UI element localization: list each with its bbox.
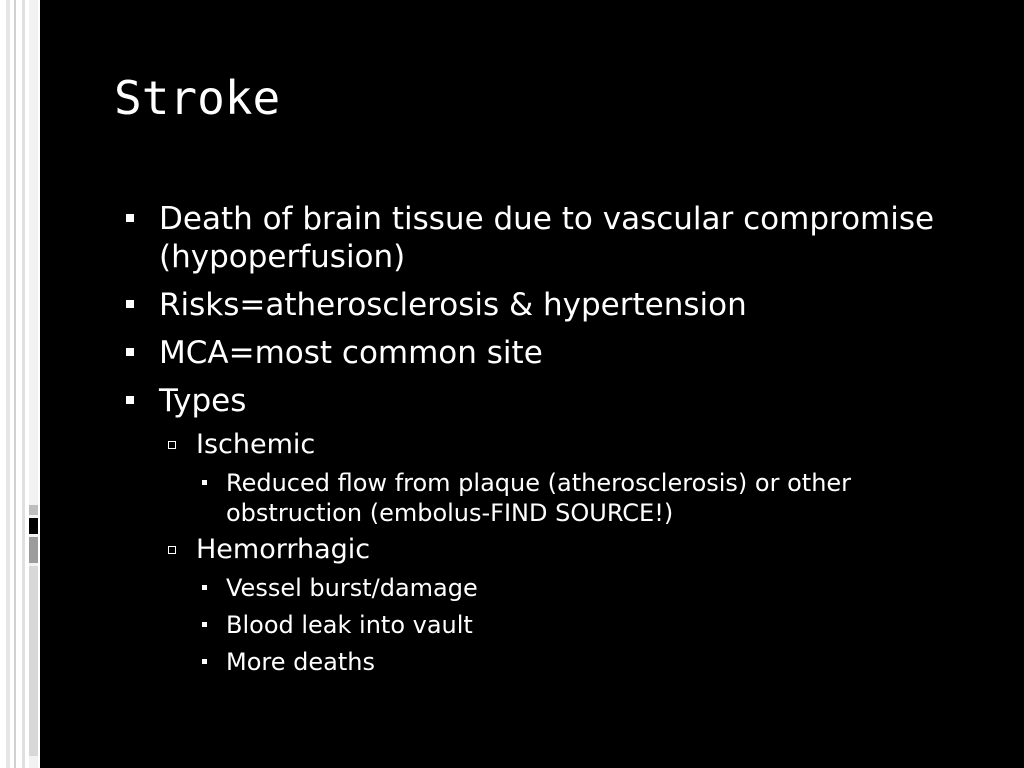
sub-sub-bullet-text: Vessel burst/damage <box>226 574 478 602</box>
sub-sub-bullet-text: Blood leak into vault <box>226 611 473 639</box>
small-square-icon <box>202 622 207 627</box>
sidebar-mark <box>29 537 38 563</box>
small-square-icon <box>202 659 207 664</box>
small-square-icon <box>202 480 207 485</box>
small-square-icon <box>202 585 207 590</box>
sub-bullet-text: Hemorrhagic <box>196 534 371 565</box>
bullet-text: MCA=most common site <box>159 335 543 371</box>
sidebar-mark <box>29 566 38 756</box>
filled-square-icon <box>126 214 134 222</box>
filled-square-icon <box>126 396 134 404</box>
sidebar-stripe <box>22 0 25 768</box>
hollow-square-icon <box>168 546 176 554</box>
sub-bullet-text: Ischemic <box>196 429 316 460</box>
bullet-text: Types <box>159 383 247 419</box>
sub-sub-bullet-item <box>200 647 964 677</box>
sidebar-stripe <box>14 0 16 768</box>
sub-sub-bullet-text: Reduced flow from plaque (atherosclerosis) or other obstruction (embolus-FIND SOURCE!) <box>226 469 852 527</box>
decorative-sidebar <box>0 0 40 768</box>
bullet-list <box>124 200 964 684</box>
bullet-item <box>124 334 964 372</box>
bullet-item <box>124 286 964 324</box>
filled-square-icon <box>126 300 134 308</box>
bullet-text: Death of brain tissue due to vascular compromise (hypoperfusion) <box>159 201 935 275</box>
sidebar-mark <box>29 518 38 534</box>
slide-title: Stroke <box>114 71 281 125</box>
sidebar-mark <box>29 505 38 515</box>
sub-bullet-item <box>166 535 964 565</box>
hollow-square-icon <box>168 441 176 449</box>
bullet-text: Risks=atherosclerosis & hypertension <box>159 287 747 323</box>
sidebar-stripe <box>6 0 10 768</box>
bullet-item <box>124 200 964 276</box>
filled-square-icon <box>126 348 134 356</box>
sub-sub-bullet-item <box>200 468 964 528</box>
sub-bullet-item <box>166 430 964 460</box>
sub-sub-bullet-item <box>200 610 964 640</box>
sub-sub-bullet-text: More deaths <box>226 648 375 676</box>
sub-sub-bullet-item <box>200 573 964 603</box>
bullet-item <box>124 382 964 420</box>
